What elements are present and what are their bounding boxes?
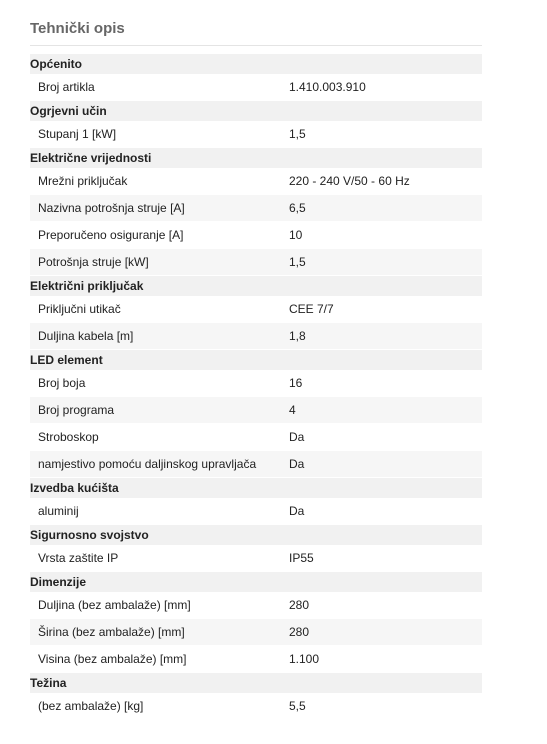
section-heading: Električni priključak	[30, 276, 482, 296]
spec-value: 4	[289, 403, 296, 417]
spacer	[30, 46, 482, 54]
spec-value: 1,5	[289, 127, 306, 141]
spec-value: 1,5	[289, 255, 306, 269]
spec-value: 280	[289, 598, 310, 612]
spec-row	[30, 424, 482, 451]
spec-label: Duljina kabela [m]	[38, 329, 134, 343]
section-heading: Ogrjevni učin	[30, 101, 482, 121]
spec-value: 16	[289, 376, 303, 390]
spec-label: Priključni utikač	[38, 302, 121, 316]
spec-row	[30, 498, 482, 525]
spec-value: CEE 7/7	[289, 302, 334, 316]
spec-row	[30, 592, 482, 619]
spec-value: IP55	[289, 551, 314, 565]
spec-row	[30, 249, 482, 276]
spec-value: 1,8	[289, 329, 306, 343]
spec-label: Stroboskop	[38, 430, 99, 444]
spec-label: Potrošnja struje [kW]	[38, 255, 149, 269]
spec-label: (bez ambalaže) [kg]	[38, 699, 144, 713]
section-heading: Električne vrijednosti	[30, 148, 482, 168]
spec-value: Da	[289, 457, 305, 471]
spec-row	[30, 323, 482, 350]
spec-row	[30, 74, 482, 101]
spec-row	[30, 545, 482, 572]
spec-label: Broj artikla	[38, 80, 95, 94]
spec-panel	[30, 0, 482, 720]
spec-value: 220 - 240 V/50 - 60 Hz	[289, 174, 410, 188]
spec-label: namjestivo pomoću daljinskog upravljača	[38, 457, 257, 471]
spec-table	[30, 54, 482, 720]
spec-value: 6,5	[289, 201, 306, 215]
spec-row	[30, 451, 482, 478]
section-heading: LED element	[30, 350, 482, 370]
spec-label: aluminij	[38, 504, 79, 518]
spec-label: Nazivna potrošnja struje [A]	[38, 201, 185, 215]
spec-label: Širina (bez ambalaže) [mm]	[38, 625, 185, 639]
spec-row	[30, 195, 482, 222]
spec-value: 10	[289, 228, 303, 242]
spec-label: Visina (bez ambalaže) [mm]	[38, 652, 187, 666]
spec-row	[30, 168, 482, 195]
section-heading: Općenito	[30, 54, 482, 74]
spec-label: Duljina (bez ambalaže) [mm]	[38, 598, 191, 612]
spec-row	[30, 619, 482, 646]
spec-value: 5,5	[289, 699, 306, 713]
spec-label: Preporučeno osiguranje [A]	[38, 228, 184, 242]
spec-row	[30, 121, 482, 148]
section-heading: Izvedba kućišta	[30, 478, 482, 498]
spec-label: Broj programa	[38, 403, 115, 417]
spec-label: Broj boja	[38, 376, 86, 390]
spec-value: Da	[289, 504, 305, 518]
spec-row	[30, 370, 482, 397]
spec-label: Mrežni priključak	[38, 174, 128, 188]
spec-row	[30, 296, 482, 323]
spec-label: Vrsta zaštite IP	[38, 551, 119, 565]
section-heading: Sigurnosno svojstvo	[30, 525, 482, 545]
spec-value: 280	[289, 625, 310, 639]
spec-value: Da	[289, 430, 305, 444]
spec-row	[30, 646, 482, 673]
section-heading: Dimenzije	[30, 572, 482, 592]
spec-row	[30, 397, 482, 424]
spec-value: 1.410.003.910	[289, 80, 366, 94]
page-title: Tehnički opis	[30, 0, 482, 46]
spec-row	[30, 693, 482, 720]
spec-label: Stupanj 1 [kW]	[38, 127, 117, 141]
spec-row	[30, 222, 482, 249]
section-heading: Težina	[30, 673, 482, 693]
spec-value: 1.100	[289, 652, 320, 666]
